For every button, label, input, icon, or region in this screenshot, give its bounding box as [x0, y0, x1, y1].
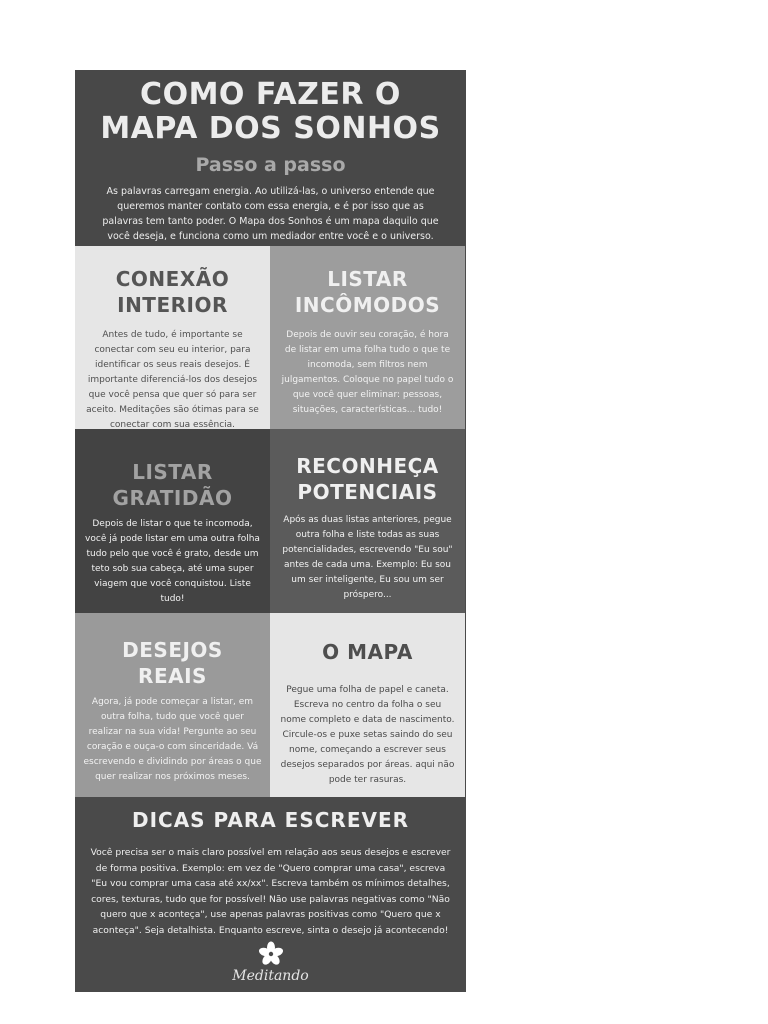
title-line-1: COMO FAZER O: [140, 77, 401, 112]
page-title: [75, 78, 466, 146]
section-o-mapa: [270, 613, 465, 797]
section-title: DESEJOS REAIS: [122, 638, 223, 688]
tips-text: Você precisa ser o mais claro possível em relação aos seus desejos e escrever de forma positiva. Exemplo: em vez de "Quero comprar uma casa", escreva "Eu vou comprar uma casa até xx/xx". Escreva também os mínimos detalhes, cores, texturas, tudo que for possível! Não use palavras negativas como "Não quero que x aconteça", use apenas palavras positivas como "Quero que x aconteça". Seja detalhista. Enquanto escreve, sinta o desejo já acontecendo!: [90, 847, 451, 936]
tips-section: [75, 797, 466, 992]
section-text: Agora, já pode começar a listar, em outra folha, tudo que você quer realizar na sua vida! Pergunte ao seu coração e ouça-o com sinceridade. Vá escrevendo e dividindo por áreas o que quer realizar nos próximos meses.: [83, 697, 262, 782]
title-line-2: MAPA DOS SONHOS: [100, 111, 441, 146]
section-text: Depois de listar o que te incomoda, você já pode listar em uma outra folha tudo pelo que você é grato, desde um teto sob sua cabeça, até uma super viagem que você conquistou. Liste tudo!: [85, 519, 260, 604]
section-title: RECONHEÇA POTENCIAIS: [296, 454, 439, 504]
infographic-poster: [75, 70, 466, 992]
section-conexao-interior: [75, 246, 270, 429]
section-title: LISTAR GRATIDÃO: [112, 460, 233, 510]
section-text: Antes de tudo, é importante se conectar com seu eu interior, para identificar os seus reais desejos. É importante diferenciá-los dos desejos que você pensa que quer só para ser aceito. Meditações são ótimas para se conectar com sua essência.: [86, 330, 259, 429]
section-listar-gratidao: [75, 429, 270, 613]
section-reconheca-potenciais: [270, 429, 465, 613]
intro-text: As palavras carregam energia. Ao utilizá-las, o universo entende que queremos manter contato com essa energia, e é por isso que as palavras tem tanto poder. O Mapa dos Sonhos é um mapa daquilo que você deseja, e funciona como um mediador entre você e o universo.: [102, 186, 439, 242]
flower-icon: [258, 941, 284, 967]
section-listar-incomodos: [270, 246, 465, 429]
poster-header: [75, 70, 466, 246]
brand-logo-text: Meditando: [232, 968, 309, 984]
section-text: Após as duas listas anteriores, pegue outra folha e liste todas as suas potencialidades, escrevendo "Eu sou" antes de cada uma. Exemplo: Eu sou um ser inteligente, Eu sou um ser próspero...: [282, 515, 453, 600]
section-text: Pegue uma folha de papel e caneta. Escreva no centro da folha o seu nome completo e data de nascimento. Circule-os e puxe setas saindo do seu nome, começando a escrever seus desejos separados por áreas. aqui não pode ter rasuras.: [280, 685, 455, 785]
section-title: LISTAR INCÔMODOS: [294, 267, 441, 317]
section-text: Depois de ouvir seu coração, é hora de listar em uma folha tudo o que te incomoda, sem filtros nem julgamentos. Coloque no papel tudo o que você quer eliminar: pessoas, situações, características... tudo!: [281, 330, 454, 415]
section-title: O MAPA: [322, 640, 413, 664]
section-desejos-reais: [75, 613, 270, 797]
section-title: CONEXÃO INTERIOR: [115, 267, 230, 317]
tips-title: DICAS PARA ESCREVER: [131, 808, 410, 832]
subtitle: Passo a passo: [195, 154, 346, 176]
